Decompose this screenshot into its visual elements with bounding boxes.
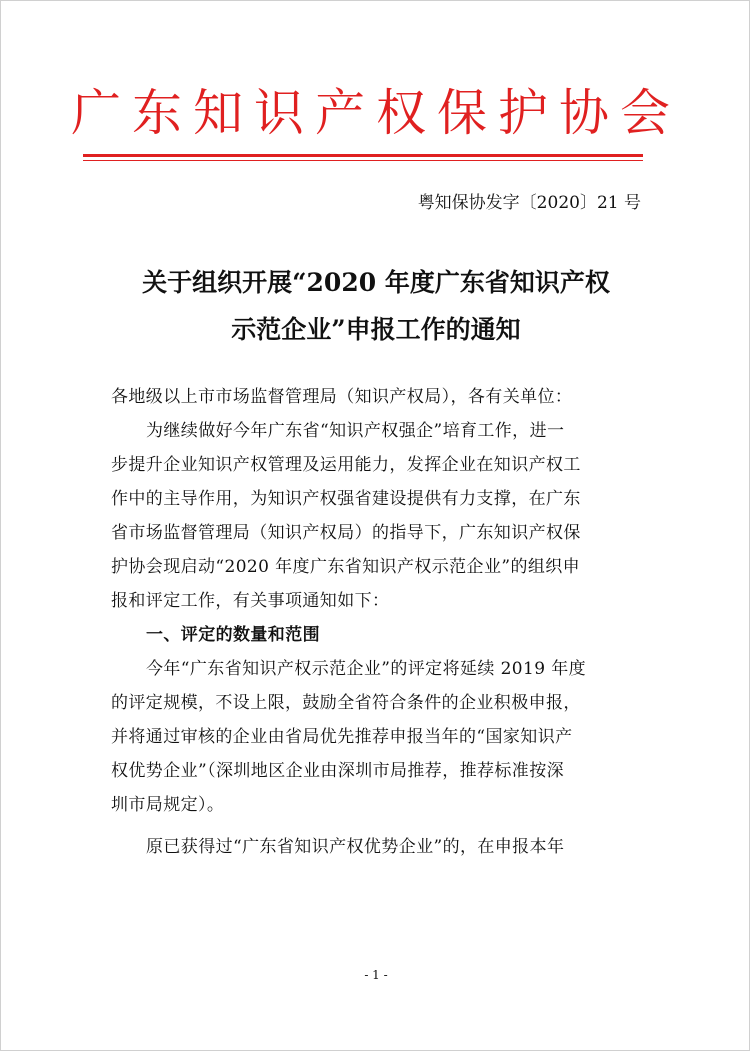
paragraph-2-line: 今年“广东省知识产权示范企业”的评定将延续 2019 年度 [146, 659, 587, 679]
paragraph-2-line: 并将通过审核的企业由省局优先推荐申报当年的“国家知识产 [111, 727, 573, 747]
page-number: - 1 - [364, 968, 388, 982]
paragraph-1-line: 省市场监督管理局（知识产权局）的指导下，广东知识产权保 [111, 523, 581, 543]
letterhead-rule-thin [83, 160, 643, 161]
section-1-heading: 一、评定的数量和范围 [146, 625, 320, 645]
paragraph-3-line: 原已获得过“广东省知识产权优势企业”的，在申报本年 [146, 837, 565, 857]
salutation: 各地级以上市市场监督管理局（知识产权局），各有关单位： [111, 387, 573, 407]
paragraph-2-line: 圳市局规定）。 [111, 795, 225, 815]
paragraph-1-line: 作中的主导作用，为知识产权强省建设提供有力支撑，在广东 [111, 489, 581, 509]
document-body [111, 380, 641, 864]
paragraph-1-line: 护协会现启动“2020 年度广东省知识产权示范企业”的组织申 [111, 557, 581, 577]
paragraph-spacer [111, 822, 641, 830]
paragraph-1-line: 报和评定工作，有关事项通知如下： [111, 591, 390, 611]
document-title-line-1: 关于组织开展“2020 年度广东省知识产权 [142, 268, 610, 297]
letterhead-rule-thick [83, 154, 643, 157]
paragraph-2-line: 权优势企业”（深圳地区企业由深圳市局推荐，推荐标准按深 [111, 761, 564, 781]
paragraph-2-line: 的评定规模，不设上限，鼓励全省符合条件的企业积极申报， [111, 693, 581, 713]
document-number: 粤知保协发字〔2020〕21 号 [417, 193, 641, 213]
letterhead-org-name: 广东知识产权保护协会 [71, 84, 681, 142]
paragraph-1-line: 步提升企业知识产权管理及运用能力，发挥企业在知识产权工 [111, 455, 581, 475]
document-title-line-2: 示范企业”申报工作的通知 [231, 315, 521, 344]
paragraph-1-line: 为继续做好今年广东省“知识产权强企”培育工作，进一 [146, 421, 565, 441]
